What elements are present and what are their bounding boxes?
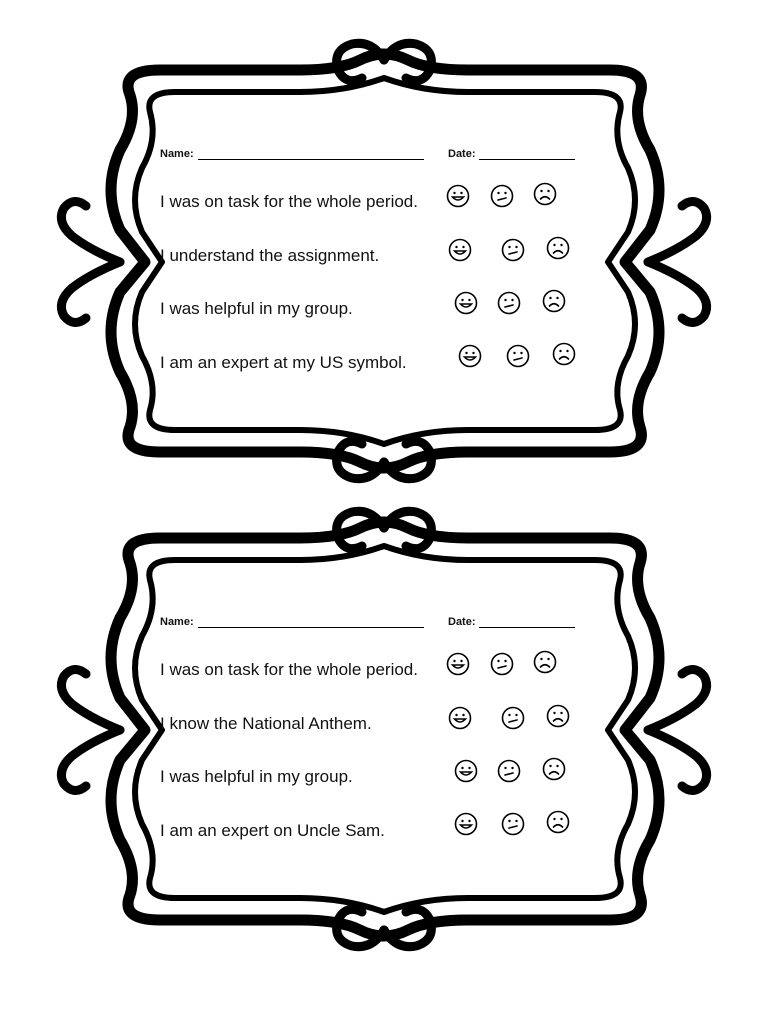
- sad-face-icon[interactable]: [542, 289, 566, 313]
- neutral-face-icon[interactable]: [501, 238, 525, 262]
- sad-face-icon[interactable]: [546, 704, 570, 728]
- neutral-face-icon[interactable]: [497, 291, 521, 315]
- name-date-row: [160, 616, 590, 634]
- happy-face-icon[interactable]: [448, 238, 472, 262]
- name-label: Name:: [160, 616, 194, 628]
- happy-face-icon[interactable]: [454, 291, 478, 315]
- statement-3: I was helpful in my group.: [160, 299, 353, 318]
- sad-face-icon[interactable]: [542, 757, 566, 781]
- date-field[interactable]: [479, 159, 575, 160]
- happy-face-icon[interactable]: [446, 184, 470, 208]
- statement-2: I know the National Anthem.: [160, 714, 372, 733]
- statement-4: I am an expert on Uncle Sam.: [160, 821, 385, 840]
- name-date-row: [160, 148, 590, 166]
- statement-1: I was on task for the whole period.: [160, 660, 418, 679]
- neutral-face-icon[interactable]: [506, 344, 530, 368]
- happy-face-icon[interactable]: [454, 812, 478, 836]
- statement-2: I understand the assignment.: [160, 246, 380, 265]
- neutral-face-icon[interactable]: [501, 812, 525, 836]
- happy-face-icon[interactable]: [458, 344, 482, 368]
- self-assessment-card-2: [0, 468, 768, 980]
- neutral-face-icon[interactable]: [497, 759, 521, 783]
- neutral-face-icon[interactable]: [490, 652, 514, 676]
- date-label: Date:: [448, 616, 476, 628]
- statement-3: I was helpful in my group.: [160, 767, 353, 786]
- happy-face-icon[interactable]: [454, 759, 478, 783]
- neutral-face-icon[interactable]: [501, 706, 525, 730]
- sad-face-icon[interactable]: [552, 342, 576, 366]
- date-field[interactable]: [479, 627, 575, 628]
- name-field[interactable]: [198, 159, 424, 160]
- sad-face-icon[interactable]: [546, 810, 570, 834]
- neutral-face-icon[interactable]: [490, 184, 514, 208]
- statement-1: I was on task for the whole period.: [160, 192, 418, 211]
- date-label: Date:: [448, 148, 476, 160]
- name-field[interactable]: [198, 627, 424, 628]
- sad-face-icon[interactable]: [546, 236, 570, 260]
- sad-face-icon[interactable]: [533, 182, 557, 206]
- happy-face-icon[interactable]: [448, 706, 472, 730]
- decorative-frame: [0, 468, 768, 980]
- happy-face-icon[interactable]: [446, 652, 470, 676]
- statement-4: I am an expert at my US symbol.: [160, 353, 407, 372]
- sad-face-icon[interactable]: [533, 650, 557, 674]
- name-label: Name:: [160, 148, 194, 160]
